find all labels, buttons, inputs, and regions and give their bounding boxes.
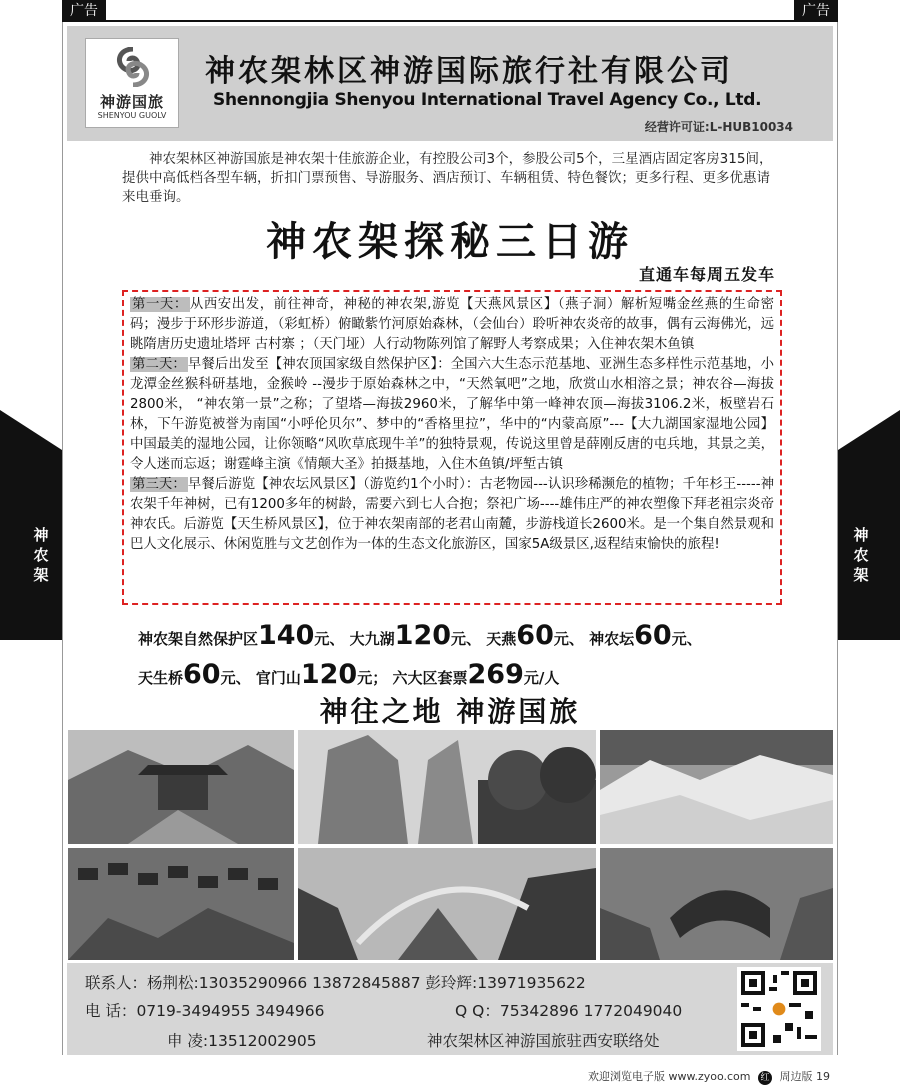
contact-block [67,963,833,1055]
price-name: 神农架自然保护区 [138,630,259,648]
price-unit: 元、 [314,630,345,648]
company-header [67,26,833,141]
day-label: 第一天： [132,297,188,312]
price-unit: 元、 [671,630,702,648]
slogan: 神往之地 神游国旅 [319,695,581,728]
top-bar [0,0,900,22]
price-unit: 元、 [553,630,584,648]
day-text: 早餐后出发至【神农顶国家级自然保护区】：全国六大生态示范基地、亚洲生态多样性示范基地，小龙潭金丝猴科研基地，金猴岭 --漫步于原始森林之中，“天然氧吧”之地，欣赏山水相溶之景；神农谷—海拔2800米， “神农第一景”之称；了望塔—海拔2960米，了解华中第一峰神农顶—海拔3106.2米，板壁岩石林，下午游览被誉为南国“小呼伦贝尔”、梦中的“香格里拉”，华中的“内蒙高原”---【大九湖国家湿地公园】中国最美的湿地公园，让你领略“风吹草底现牛羊”的独特景观，传说这里曾是薛刚反唐的屯兵地，其景之美，令人迷而忘返；谢霆峰主演《情颠大圣》拍摄基地，入住木鱼镇/坪堑古镇 [130,357,775,472]
side-banner-right [838,410,900,640]
itinerary-day-2 [130,355,774,475]
day-text: 早餐后游览【神农坛风景区】（游览约1个小时）：古老物园---认识珍稀濒危的植物；千年杉王-----神农架千年神树，已有1200多年的树龄，需要六到七人合抱；祭祀广场----雄伟庄严的神农塑像下拜老祖宗炎帝神农氏。后游览【天生桥风景区】，位于神农架南部的老君山南麓，步游栈道长2600米。是一个集自然景观和巴人文化展示、休闲览胜与文艺创作为一体的生态文化旅游区，国家5A级景区,返程结束愉快的旅程! [130,477,774,552]
contact-phones: 杨荆松:13035290966 13872845887 彭玲辉:13971935622 [147,974,586,992]
day-label: 第二天： [132,357,186,372]
price-name: 官门山 [255,669,301,687]
itinerary-day-3 [130,475,774,555]
price-unit: 元/人 [523,669,560,687]
day-text: 从西安出发，前往神奇，神秘的神农架,游览【天燕风景区】（燕子洞）解析短嘴金丝燕的生命密码；漫步于环形步游道，（彩虹桥）俯瞰紫竹河原始森林，（会仙台）聆听神农炎帝的故事，偶有云海佛光，远眺隋唐历史遗址塔坪 古村寨 ；（天门垭）人行动物陈列馆了解野人考察成果；入住神农架木鱼镇 [130,297,775,352]
contact-line-2 [85,999,324,1021]
itinerary-day-1 [130,295,774,355]
side-text-right: 神 农 架 [853,526,869,584]
logo-cn-text: 神游国旅 [99,93,164,111]
photo-natural-bridge [600,848,833,960]
contact-qq: Q Q：75342896 1772049040 [455,1002,683,1020]
swirl-logo-icon [111,47,155,87]
contact-tel: 0719-3494955 3494966 [136,1002,325,1020]
price-name: 天生桥 [138,669,184,687]
side-text-left: 神 农 架 [33,526,49,584]
contact-line-3 [167,1029,317,1051]
price-unit: 元； [357,669,388,687]
price-name: 六大区套票 [392,669,468,687]
footer-text [588,1068,830,1085]
contact-mobile: 13512002905 [208,1032,317,1050]
photo-snow-mountain [600,730,833,844]
price-list [138,618,818,696]
footer-welcome: 欢迎浏览电子版 www.zyoo.com [587,1070,751,1083]
page-footer [0,1063,900,1085]
price-name: 神农坛 [589,630,635,648]
contact-office: 神农架林区神游国旅驻西安联络处 [427,1032,660,1050]
contact-label: 联系人： [85,974,148,992]
footer-circle-icon: 红 [758,1071,772,1085]
price-name: 大九湖 [349,630,395,648]
price-unit: 元、 [451,630,482,648]
itinerary-box [122,290,782,605]
photo-stone-forest [298,730,596,844]
price-value: 140 [258,620,315,651]
intro-paragraph: 神农架林区神游国旅是神农架十佳旅游企业，有控股公司3个，参股公司5个，三星酒店固定客房315间，提供中高低档各型车辆，折扣门票预售、导游服务、酒店预订、车辆租赁、特色餐饮；更多行程、更多优惠请来电垂询。 [122,151,773,205]
price-name: 天燕 [486,630,517,648]
photo-arch-bridge [298,848,596,960]
company-logo [85,38,179,128]
tour-subtitle: 直通车每周五发车 [638,265,775,284]
contact-line-1 [85,971,586,993]
ad-tag-left: 广告 [62,0,106,22]
price-row-1 [138,618,818,657]
license-number: 经营许可证:L-HUB10034 [644,120,793,134]
company-name-en: Shennongjia Shenyou International Travel Agency Co., Ltd. [213,90,762,110]
photo-hanging-coffins [68,848,294,960]
contact-label: 电 话： [85,1002,137,1020]
tour-title: 神农架探秘三日游 [266,219,634,265]
logo-en-text: SHENYOU GUOLV [97,111,167,120]
day-label: 第三天： [132,477,186,492]
side-banner-left [0,410,62,640]
photo-gallery [68,730,833,960]
company-name-cn: 神农架林区神游国际旅行社有限公司 [205,54,733,89]
contact-label: 申 凌: [167,1032,209,1050]
qr-code-icon [737,967,821,1051]
price-unit: 元、 [220,669,251,687]
photo-monument-gate [68,730,294,844]
price-value: 60 [516,620,554,651]
price-value: 120 [300,659,358,690]
price-value: 60 [634,620,672,651]
price-value: 120 [394,620,452,651]
footer-edition: 周边版 19 [779,1070,830,1083]
price-value: 60 [183,659,221,690]
ad-tag-right: 广告 [794,0,838,22]
price-value: 269 [467,659,524,690]
